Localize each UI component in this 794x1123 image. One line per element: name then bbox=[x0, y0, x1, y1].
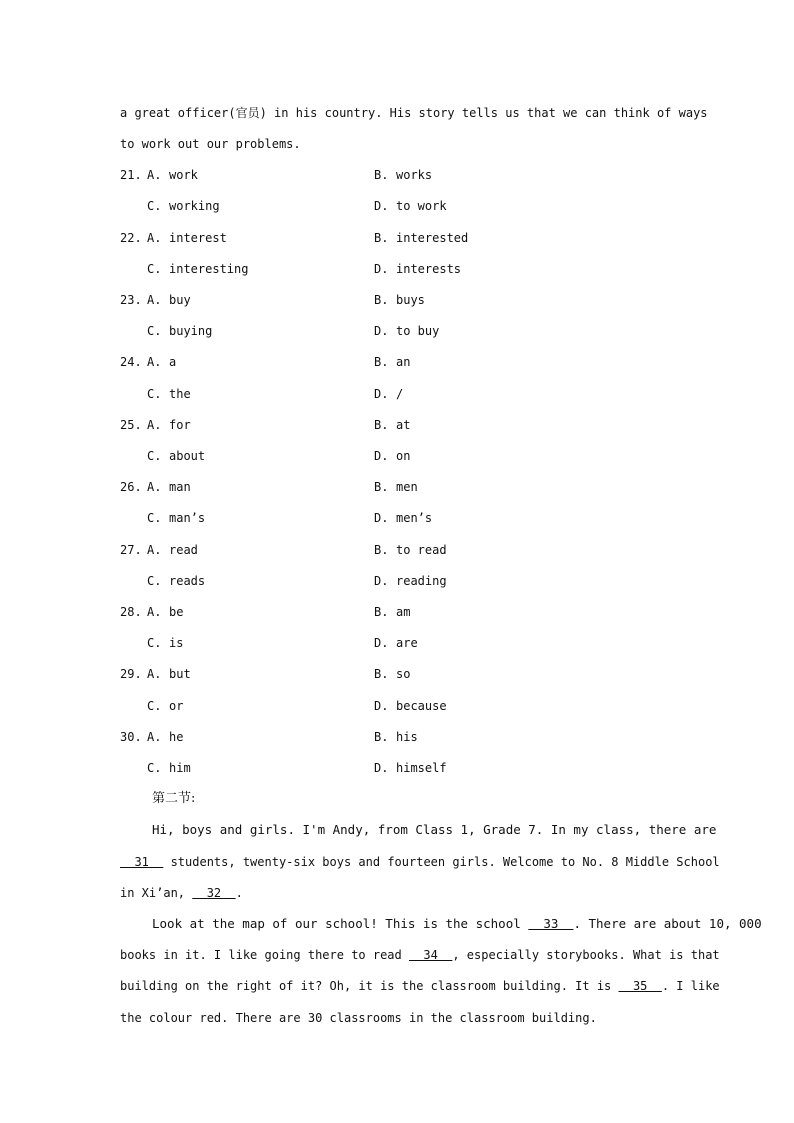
question-22-option-d bbox=[374, 261, 461, 277]
option-letter: A. bbox=[147, 231, 162, 245]
option-d: men’s bbox=[396, 511, 433, 525]
question-21-row-ab bbox=[120, 167, 198, 183]
question-23-option-c bbox=[147, 323, 212, 339]
question-22-option-c bbox=[147, 261, 248, 277]
option-b: an bbox=[396, 355, 411, 369]
paragraph-text: . bbox=[235, 886, 243, 900]
option-d: himself bbox=[396, 761, 447, 775]
paragraph-text: , especially storybooks. What is that bbox=[452, 948, 720, 962]
question-29-option-c bbox=[147, 698, 183, 714]
question-27-option-c bbox=[147, 573, 205, 589]
question-27-option-d bbox=[374, 573, 447, 589]
option-c: him bbox=[169, 761, 191, 775]
question-23-option-b bbox=[374, 292, 425, 308]
question-22-row-ab bbox=[120, 230, 227, 246]
option-letter: C. bbox=[147, 449, 162, 463]
paragraph-line bbox=[152, 916, 762, 932]
option-c: about bbox=[169, 449, 206, 463]
option-c: is bbox=[169, 636, 184, 650]
option-d: on bbox=[396, 449, 411, 463]
option-c: working bbox=[169, 199, 220, 213]
answer-blank-34[interactable]: 34 bbox=[408, 948, 453, 962]
question-30-option-d bbox=[374, 760, 447, 776]
question-26-option-c bbox=[147, 510, 205, 526]
option-letter: C. bbox=[147, 262, 162, 276]
question-21-option-d bbox=[374, 198, 447, 214]
question-26-row-ab bbox=[120, 479, 191, 495]
question-21-option-c bbox=[147, 198, 220, 214]
option-letter: D. bbox=[374, 574, 389, 588]
question-28-row-ab bbox=[120, 604, 183, 620]
option-b: interested bbox=[396, 231, 469, 245]
paragraph-line bbox=[120, 854, 720, 870]
option-letter: B. bbox=[374, 293, 389, 307]
option-d: because bbox=[396, 699, 447, 713]
option-letter: C. bbox=[147, 511, 162, 525]
option-letter: B. bbox=[374, 543, 389, 557]
option-letter: B. bbox=[374, 480, 389, 494]
option-letter: D. bbox=[374, 324, 389, 338]
option-b: men bbox=[396, 480, 418, 494]
option-c: reads bbox=[169, 574, 206, 588]
paragraph-line: the colour red. There are 30 classrooms in the classroom building. bbox=[120, 1011, 597, 1025]
paragraph-text: Look at the map of our school! This is the school bbox=[152, 916, 529, 931]
question-number: 28. bbox=[120, 605, 142, 619]
option-letter: B. bbox=[374, 231, 389, 245]
question-22-option-b bbox=[374, 230, 468, 246]
option-b: so bbox=[396, 667, 411, 681]
option-d: reading bbox=[396, 574, 447, 588]
paragraph-text: books in it. I like going there to read bbox=[120, 948, 409, 962]
option-letter: B. bbox=[374, 605, 389, 619]
option-b: buys bbox=[396, 293, 425, 307]
option-d: / bbox=[396, 387, 404, 401]
option-letter: D. bbox=[374, 636, 389, 650]
paragraph-text: students, twenty-six boys and fourteen girls. Welcome to No. 8 Middle School bbox=[163, 855, 720, 869]
question-number: 29. bbox=[120, 667, 142, 681]
option-letter: C. bbox=[147, 699, 162, 713]
option-letter: A. bbox=[147, 543, 162, 557]
option-letter: D. bbox=[374, 699, 389, 713]
option-letter: D. bbox=[374, 761, 389, 775]
option-c: man’s bbox=[169, 511, 206, 525]
option-a: read bbox=[169, 543, 198, 557]
question-29-row-ab bbox=[120, 666, 191, 682]
option-c: or bbox=[169, 699, 184, 713]
option-c: interesting bbox=[169, 262, 249, 276]
question-21-option-b bbox=[374, 167, 432, 183]
question-25-option-c bbox=[147, 448, 205, 464]
question-number: 21. bbox=[120, 168, 142, 182]
question-30-option-c bbox=[147, 760, 191, 776]
option-letter: D. bbox=[374, 449, 389, 463]
question-30-option-b bbox=[374, 729, 418, 745]
question-26-option-b bbox=[374, 479, 418, 495]
option-letter: C. bbox=[147, 199, 162, 213]
option-b: to read bbox=[396, 543, 447, 557]
option-letter: A. bbox=[147, 293, 162, 307]
question-24-row-ab bbox=[120, 354, 176, 370]
option-a: work bbox=[169, 168, 198, 182]
question-23-row-ab bbox=[120, 292, 191, 308]
question-number: 22. bbox=[120, 231, 142, 245]
question-26-option-d bbox=[374, 510, 432, 526]
option-letter: D. bbox=[374, 387, 389, 401]
question-number: 26. bbox=[120, 480, 142, 494]
question-number: 23. bbox=[120, 293, 142, 307]
question-29-option-d bbox=[374, 698, 447, 714]
paragraph-text: . There are about 10, 000 bbox=[573, 916, 762, 931]
option-a: buy bbox=[169, 293, 191, 307]
question-24-option-b bbox=[374, 354, 410, 370]
option-letter: B. bbox=[374, 355, 389, 369]
option-letter: A. bbox=[147, 667, 162, 681]
option-c: buying bbox=[169, 324, 213, 338]
option-d: are bbox=[396, 636, 418, 650]
paragraph-line bbox=[120, 978, 720, 994]
option-letter: A. bbox=[147, 168, 162, 182]
option-letter: A. bbox=[147, 605, 162, 619]
option-letter: A. bbox=[147, 730, 162, 744]
option-b: works bbox=[396, 168, 433, 182]
question-28-option-b bbox=[374, 604, 410, 620]
option-letter: B. bbox=[374, 667, 389, 681]
option-letter: A. bbox=[147, 480, 162, 494]
option-a: for bbox=[169, 418, 191, 432]
question-27-row-ab bbox=[120, 542, 198, 558]
passage-line: to work out our problems. bbox=[120, 137, 301, 151]
question-25-option-d bbox=[374, 448, 410, 464]
option-a: a bbox=[169, 355, 177, 369]
question-29-option-b bbox=[374, 666, 410, 682]
paragraph-text: building on the right of it? Oh, it is the classroom building. It is bbox=[120, 979, 619, 993]
option-letter: A. bbox=[147, 355, 162, 369]
paragraph-text: . I like bbox=[661, 979, 720, 993]
question-number: 27. bbox=[120, 543, 142, 557]
option-letter: C. bbox=[147, 574, 162, 588]
option-d: interests bbox=[396, 262, 462, 276]
question-25-row-ab bbox=[120, 417, 191, 433]
option-letter: D. bbox=[374, 511, 389, 525]
option-letter: B. bbox=[374, 168, 389, 182]
option-letter: C. bbox=[147, 761, 162, 775]
question-28-option-c bbox=[147, 635, 183, 651]
paragraph-line bbox=[120, 885, 676, 901]
option-letter: D. bbox=[374, 262, 389, 276]
answer-blank-31[interactable]: 31 bbox=[120, 855, 164, 869]
option-a: interest bbox=[169, 231, 227, 245]
option-letter: A. bbox=[147, 418, 162, 432]
question-24-option-d bbox=[374, 386, 403, 402]
question-23-option-d bbox=[374, 323, 439, 339]
option-letter: B. bbox=[374, 730, 389, 744]
option-letter: D. bbox=[374, 199, 389, 213]
question-24-option-c bbox=[147, 386, 191, 402]
paragraph-line: Hi, boys and girls. I'm Andy, from Class 1, Grade 7. In my class, there are bbox=[152, 822, 717, 837]
question-number: 25. bbox=[120, 418, 142, 432]
option-a: be bbox=[169, 605, 184, 619]
option-c: the bbox=[169, 387, 191, 401]
option-letter: C. bbox=[147, 324, 162, 338]
question-25-option-b bbox=[374, 417, 410, 433]
option-letter: C. bbox=[147, 636, 162, 650]
answer-blank-32[interactable]: 32 bbox=[192, 886, 236, 900]
option-letter: B. bbox=[374, 418, 389, 432]
answer-blank-33[interactable]: 33 bbox=[528, 916, 574, 931]
option-a: he bbox=[169, 730, 184, 744]
section-heading: 第二节: bbox=[152, 791, 196, 806]
option-a: man bbox=[169, 480, 191, 494]
passage-line: a great officer(官员) in his country. His story tells us that we can think of ways bbox=[120, 106, 708, 120]
question-27-option-b bbox=[374, 542, 447, 558]
option-b: at bbox=[396, 418, 411, 432]
option-d: to work bbox=[396, 199, 447, 213]
question-30-row-ab bbox=[120, 729, 183, 745]
paragraph-text: in Xi’an, bbox=[120, 886, 193, 900]
option-letter: C. bbox=[147, 387, 162, 401]
option-a: but bbox=[169, 667, 191, 681]
question-number: 24. bbox=[120, 355, 142, 369]
question-28-option-d bbox=[374, 635, 418, 651]
question-number: 30. bbox=[120, 730, 142, 744]
answer-blank-35[interactable]: 35 bbox=[618, 979, 662, 993]
paragraph-line bbox=[120, 947, 720, 963]
option-b: his bbox=[396, 730, 418, 744]
option-b: am bbox=[396, 605, 411, 619]
option-d: to buy bbox=[396, 324, 440, 338]
